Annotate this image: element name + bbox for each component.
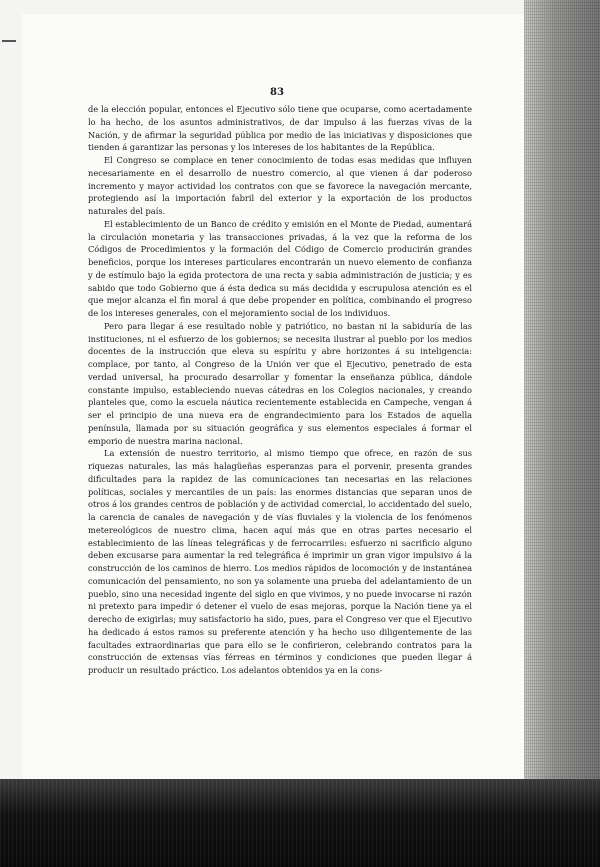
scan-mark	[2, 40, 16, 42]
scan-border-right	[524, 0, 600, 867]
document-page	[22, 14, 532, 798]
paragraph: La extensión de nuestro territorio, al mismo tiempo que ofrece, en razón de sus riquezas naturales, las más halagüeñas esperanzas para el porvenir, presenta grandes dificultades para la rapidez de las comunicaciones tan necesarias en las relaciones políticas, sociales y mercantiles de un país: las enormes distancias que separan unos de otros á los grandes centros de población y de actividad comercial, lo accidentado del suelo, la carencia de canales de navegación y de vías fluviales y la violencia de los fenómenos metereológicos de nuestro clima, hacen aquí más que en otras partes necesario el establecimiento de las líneas telegráficas y de ferrocarriles: esfuerzo ni sacrificio alguno deben excusarse para aumentar la red telegráfica é imprimir un gran vigor impulsivo á la construcción de los caminos de hierro. Los medios rápidos de locomoción y de instantánea comunicación del pensamiento, no son ya solamente una prueba del adelantamiento de un pueblo, sino una necesidad ingente del siglo en que vivimos, y no puede invocarse ni razón ni pretexto para impedir ó detener el vuelo de esas mejoras, porque la Nación tiene ya el derecho de exigirlas; muy satisfactorio ha sido, pues, para el Congreso ver que el Ejecutivo ha dedicado á estos ramos su preferente atención y ha hecho uso diligentemente de las facultades extraordinarias que para ello se le confirieron, celebrando contratos para la construcción de extensas vías férreas en términos y condiciones que pueden llegar á producir un resultado práctico. Los adelantos obtenidos ya en la cons-	[88, 448, 472, 675]
scan-border-bottom	[0, 779, 600, 867]
paragraph: Pero para llegar á ese resultado noble y patriótico, no bastan ni la sabiduría de las instituciones, ni el esfuerzo de los gobiernos; se necesita ilustrar al pueblo por los medios docentes de la instrucción que eleva su espíritu y abre horizontes á su inteligencia: complace, por tanto, al Congreso de la Unión ver que el Ejecutivo, penetrado de esta verdad universal, ha procurado desarrollar y fomentar la enseñanza pública, dándole constante impulso, estableciendo nuevas cátedras en los Colegios nacionales, y creando planteles que, como la escuela náutica recientemente establecida en Campeche, vengan á ser el principio de una nueva era de engrandecimiento para los Estados de aquella península, llamada por su situación geográfica y sus elementos especiales á formar el emporio de nuestra marina nacional.	[88, 320, 472, 446]
paragraph: El establecimiento de un Banco de crédito y emisión en el Monte de Piedad, aumentará la circulación monetaria y las transacciones privadas, á la vez que la reforma de los Códigos de Procedimientos y la formación del Código de Comercio producirán grandes beneficios, porque los intereses particulares encontrarán un nuevo elemento de confianza y de estímulo bajo la egida protectora de una recta y sabia administración de justicia; y es sabido que todo Gobierno que á ésta dedica su más decidida y escrupulosa atención es el que mejor alcanza el fin moral á que debe propender en política, combinando el progreso de los intereses generales, con el mejoramiento social de los individuos.	[88, 218, 472, 318]
page-number: 83	[270, 87, 284, 98]
paragraph: de la elección popular, entonces el Ejecutivo sólo tiene que ocuparse, como acertadamente lo ha hecho, de los asuntos administrativos, de dar impulso á las fuerzas vivas de la Nación, y de afirmar la seguridad pública por medio de las iniciativas y disposiciones que tienden á garantizar las personas y los intereses de los habitantes de la República.	[88, 104, 472, 153]
paragraph: El Congreso se complace en tener conocimiento de todas esas medidas que influyen necesariamente en el desarrollo de nuestro comercio, al que vienen á dar poderoso incremento y mayor actividad los contratos con que se favorece la navegación mercante, protegiendo así la importación fabril del exterior y la exportación de los productos naturales del país.	[88, 155, 472, 216]
body-text	[88, 103, 472, 677]
